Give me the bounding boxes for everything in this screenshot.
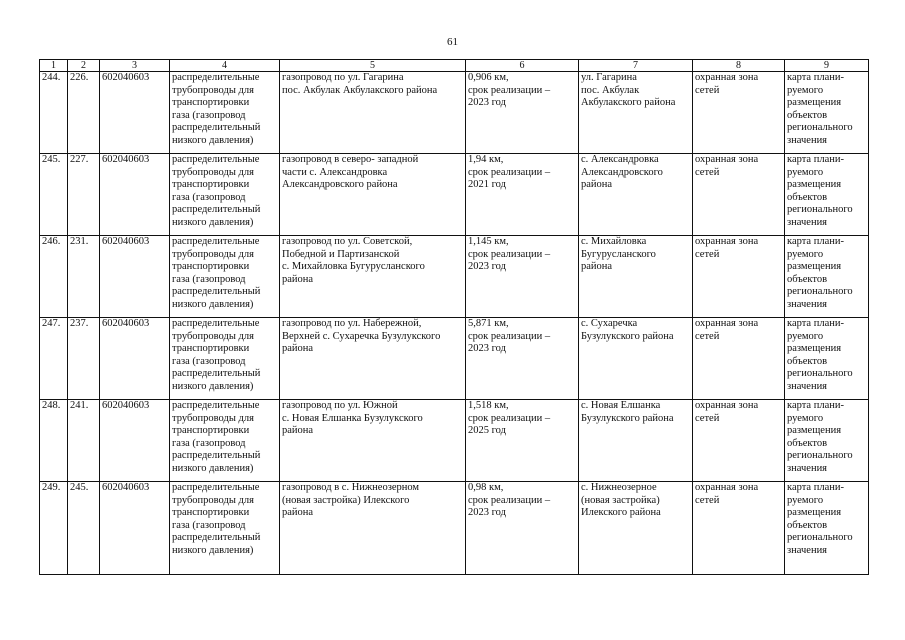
object-code-cell: 602040603 (100, 72, 170, 154)
cell-text-line: ул. Гагарина (581, 72, 637, 83)
cell-text-line: распределительные (172, 318, 260, 329)
cell-text-line: газа (газопровод (172, 191, 246, 203)
cell-text-line: газопровод в с. Нижнеозерном (282, 482, 420, 493)
cell-text-line: срок реализации – (468, 330, 551, 342)
object-type-cell (170, 400, 280, 482)
cell-text-line: распределительные (172, 72, 260, 83)
cell-text-line: охранная зона (695, 318, 759, 329)
cell-text-line: транспортировки (172, 261, 250, 272)
object-location-cell (579, 154, 693, 236)
object-name-cell (280, 154, 466, 236)
cell-text-line: газа (газопровод (172, 519, 246, 531)
cell-text-line: 1,145 км, (468, 236, 509, 247)
object-name-cell (280, 72, 466, 154)
cell-text-line: распределительные (172, 154, 260, 165)
cell-text-line: срок реализации – (468, 166, 551, 178)
cell-text-line: газопровод по ул. Советской, (282, 236, 413, 247)
object-parameters-cell (466, 400, 579, 482)
territorial-planning-table (39, 59, 869, 575)
cell-text-line: охранная зона (695, 154, 759, 165)
cell-text-line: трубопроводы для (172, 494, 254, 506)
cell-text-line: района (282, 273, 314, 285)
cell-text-line: карта плани- (787, 482, 844, 493)
table-row (40, 72, 869, 154)
cell-text-line: района (581, 179, 613, 190)
object-location-cell (579, 236, 693, 318)
cell-text-line: карта плани- (787, 72, 844, 83)
cell-text-line: района (581, 261, 613, 272)
object-location-cell (579, 72, 693, 154)
cell-text-line: регионального (787, 122, 853, 133)
cell-text-line: регионального (787, 204, 853, 215)
object-parameters-cell (466, 318, 579, 400)
cell-text-line: газопровод в северо- западной (282, 154, 419, 165)
cell-text-line: значения (787, 462, 828, 474)
cell-text-line: размещения (787, 179, 842, 190)
cell-text-line: охранная зона (695, 400, 759, 411)
cell-text-line: трубопроводы для (172, 166, 254, 178)
cell-text-line: 1,94 км, (468, 154, 504, 165)
cell-text-line: значения (787, 134, 828, 146)
column-number-row (40, 60, 869, 72)
cell-text-line: газопровод по ул. Гагарина (282, 72, 404, 83)
source-number-cell: 226. (68, 72, 100, 154)
source-number-cell: 231. (68, 236, 100, 318)
object-parameters-cell (466, 482, 579, 575)
column-header: 4 (170, 60, 280, 72)
cell-text-line: с. Михайловка Бугурусланского (282, 261, 425, 272)
cell-text-line: 2025 год (468, 425, 506, 436)
cell-text-line: срок реализации – (468, 412, 551, 424)
document-basis-cell (785, 482, 869, 575)
document-basis-cell (785, 72, 869, 154)
cell-text-line: района (282, 425, 314, 436)
cell-text-line: 2023 год (468, 343, 506, 354)
cell-text-line: сетей (695, 412, 720, 424)
cell-text-line: с. Новая Елшанка (581, 400, 661, 411)
cell-text-line: карта плани- (787, 236, 844, 247)
row-number-cell: 249. (40, 482, 68, 575)
cell-text-line: трубопроводы для (172, 412, 254, 424)
row-number-cell: 248. (40, 400, 68, 482)
cell-text-line: газа (газопровод (172, 355, 246, 367)
table-row (40, 482, 869, 575)
row-number-cell: 247. (40, 318, 68, 400)
cell-text-line: сетей (695, 494, 720, 506)
cell-text-line: значения (787, 544, 828, 556)
cell-text-line: сетей (695, 330, 720, 342)
object-name-cell (280, 400, 466, 482)
cell-text-line: Бузулукского района (581, 330, 674, 342)
cell-text-line: карта плани- (787, 400, 844, 411)
cell-text-line: низкого давления) (172, 298, 254, 310)
cell-text-line: Александровского (581, 166, 663, 178)
column-header: 3 (100, 60, 170, 72)
cell-text-line: Илекского района (581, 507, 661, 518)
zone-characteristics-cell (693, 400, 785, 482)
object-code-cell: 602040603 (100, 236, 170, 318)
cell-text-line: значения (787, 298, 828, 310)
cell-text-line: размещения (787, 507, 842, 518)
cell-text-line: пос. Акбулак (581, 84, 640, 96)
cell-text-line: срок реализации – (468, 494, 551, 506)
cell-text-line: охранная зона (695, 482, 759, 493)
source-number-cell: 241. (68, 400, 100, 482)
table-row (40, 154, 869, 236)
cell-text-line: объектов (787, 437, 828, 449)
cell-text-line: объектов (787, 109, 828, 121)
object-type-cell (170, 318, 280, 400)
cell-text-line: 2023 год (468, 97, 506, 108)
cell-text-line: регионального (787, 368, 853, 379)
cell-text-line: 2021 год (468, 179, 506, 190)
cell-text-line: транспортировки (172, 179, 250, 190)
cell-text-line: сетей (695, 166, 720, 178)
cell-text-line: 2023 год (468, 261, 506, 272)
cell-text-line: 5,871 км, (468, 318, 509, 329)
cell-text-line: распределительный (172, 532, 261, 543)
source-number-cell: 227. (68, 154, 100, 236)
cell-text-line: регионального (787, 450, 853, 461)
object-location-cell (579, 482, 693, 575)
object-type-cell (170, 236, 280, 318)
object-name-cell (280, 482, 466, 575)
cell-text-line: срок реализации – (468, 84, 551, 96)
document-basis-cell (785, 318, 869, 400)
cell-text-line: охранная зона (695, 236, 759, 247)
object-type-cell (170, 154, 280, 236)
cell-text-line: Победной и Партизанской (282, 248, 400, 260)
cell-text-line: значения (787, 216, 828, 228)
object-parameters-cell (466, 72, 579, 154)
cell-text-line: газа (газопровод (172, 109, 246, 121)
cell-text-line: транспортировки (172, 425, 250, 436)
object-parameters-cell (466, 236, 579, 318)
table-row (40, 236, 869, 318)
row-number-cell: 246. (40, 236, 68, 318)
object-location-cell (579, 400, 693, 482)
cell-text-line: объектов (787, 273, 828, 285)
cell-text-line: распределительные (172, 482, 260, 493)
cell-text-line: сетей (695, 84, 720, 96)
object-code-cell: 602040603 (100, 400, 170, 482)
object-name-cell (280, 318, 466, 400)
cell-text-line: (новая застройка) Илекского (282, 494, 410, 506)
column-header: 2 (68, 60, 100, 72)
cell-text-line: регионального (787, 532, 853, 543)
cell-text-line: (новая застройка) (581, 494, 660, 506)
object-code-cell: 602040603 (100, 318, 170, 400)
cell-text-line: размещения (787, 97, 842, 108)
cell-text-line: с. Сухаречка (581, 318, 638, 329)
document-basis-cell (785, 236, 869, 318)
cell-text-line: руемого (787, 330, 824, 342)
table-row (40, 318, 869, 400)
cell-text-line: низкого давления) (172, 544, 254, 556)
cell-text-line: района (282, 507, 314, 518)
column-header: 7 (579, 60, 693, 72)
cell-text-line: низкого давления) (172, 462, 254, 474)
cell-text-line: транспортировки (172, 507, 250, 518)
cell-text-line: распределительные (172, 400, 260, 411)
cell-text-line: газопровод по ул. Южной (282, 400, 398, 411)
cell-text-line: срок реализации – (468, 248, 551, 260)
object-code-cell: 602040603 (100, 154, 170, 236)
cell-text-line: 0,98 км, (468, 482, 504, 493)
cell-text-line: низкого давления) (172, 380, 254, 392)
zone-characteristics-cell (693, 482, 785, 575)
cell-text-line: руемого (787, 166, 824, 178)
table-row (40, 400, 869, 482)
cell-text-line: с. Нижнеозерное (581, 482, 657, 493)
cell-text-line: газа (газопровод (172, 273, 246, 285)
cell-text-line: распределительный (172, 286, 261, 297)
cell-text-line: распределительные (172, 236, 260, 247)
column-header: 6 (466, 60, 579, 72)
document-basis-cell (785, 154, 869, 236)
cell-text-line: распределительный (172, 450, 261, 461)
cell-text-line: района (282, 343, 314, 354)
cell-text-line: размещения (787, 261, 842, 272)
cell-text-line: транспортировки (172, 343, 250, 354)
object-parameters-cell (466, 154, 579, 236)
cell-text-line: руемого (787, 494, 824, 506)
column-header: 8 (693, 60, 785, 72)
document-basis-cell (785, 400, 869, 482)
cell-text-line: Акбулакского района (581, 97, 676, 108)
cell-text-line: с. Новая Елшанка Бузулукского (282, 412, 423, 424)
cell-text-line: с. Александровка (581, 154, 659, 165)
object-type-cell (170, 72, 280, 154)
cell-text-line: Бугурусланского (581, 248, 656, 260)
table-body (40, 72, 869, 575)
cell-text-line: трубопроводы для (172, 248, 254, 260)
cell-text-line: трубопроводы для (172, 330, 254, 342)
row-number-cell: 245. (40, 154, 68, 236)
cell-text-line: карта плани- (787, 154, 844, 165)
cell-text-line: части с. Александровка (282, 166, 388, 178)
cell-text-line: низкого давления) (172, 134, 254, 146)
source-number-cell: 245. (68, 482, 100, 575)
source-number-cell: 237. (68, 318, 100, 400)
object-location-cell (579, 318, 693, 400)
column-header: 1 (40, 60, 68, 72)
cell-text-line: карта плани- (787, 318, 844, 329)
cell-text-line: руемого (787, 84, 824, 96)
cell-text-line: размещения (787, 343, 842, 354)
cell-text-line: 1,518 км, (468, 400, 509, 411)
row-number-cell: 244. (40, 72, 68, 154)
cell-text-line: охранная зона (695, 72, 759, 83)
page-number: 61 (447, 36, 458, 48)
cell-text-line: 0,906 км, (468, 72, 509, 83)
zone-characteristics-cell (693, 154, 785, 236)
cell-text-line: объектов (787, 519, 828, 531)
zone-characteristics-cell (693, 72, 785, 154)
cell-text-line: объектов (787, 355, 828, 367)
cell-text-line: 2023 год (468, 507, 506, 518)
cell-text-line: регионального (787, 286, 853, 297)
cell-text-line: распределительный (172, 122, 261, 133)
cell-text-line: трубопроводы для (172, 84, 254, 96)
cell-text-line: размещения (787, 425, 842, 436)
cell-text-line: объектов (787, 191, 828, 203)
cell-text-line: газа (газопровод (172, 437, 246, 449)
cell-text-line: низкого давления) (172, 216, 254, 228)
zone-characteristics-cell (693, 236, 785, 318)
object-type-cell (170, 482, 280, 575)
cell-text-line: Верхней с. Сухаречка Бузулукского (282, 330, 441, 342)
column-header: 5 (280, 60, 466, 72)
cell-text-line: руемого (787, 412, 824, 424)
cell-text-line: газопровод по ул. Набережной, (282, 318, 422, 329)
zone-characteristics-cell (693, 318, 785, 400)
object-name-cell (280, 236, 466, 318)
cell-text-line: Александровского района (282, 179, 398, 190)
cell-text-line: пос. Акбулак Акбулакского района (282, 84, 438, 96)
cell-text-line: распределительный (172, 204, 261, 215)
cell-text-line: руемого (787, 248, 824, 260)
cell-text-line: с. Михайловка (581, 236, 647, 247)
cell-text-line: Бузулукского района (581, 412, 674, 424)
cell-text-line: сетей (695, 248, 720, 260)
object-code-cell: 602040603 (100, 482, 170, 575)
cell-text-line: значения (787, 380, 828, 392)
column-header: 9 (785, 60, 869, 72)
cell-text-line: распределительный (172, 368, 261, 379)
cell-text-line: транспортировки (172, 97, 250, 108)
